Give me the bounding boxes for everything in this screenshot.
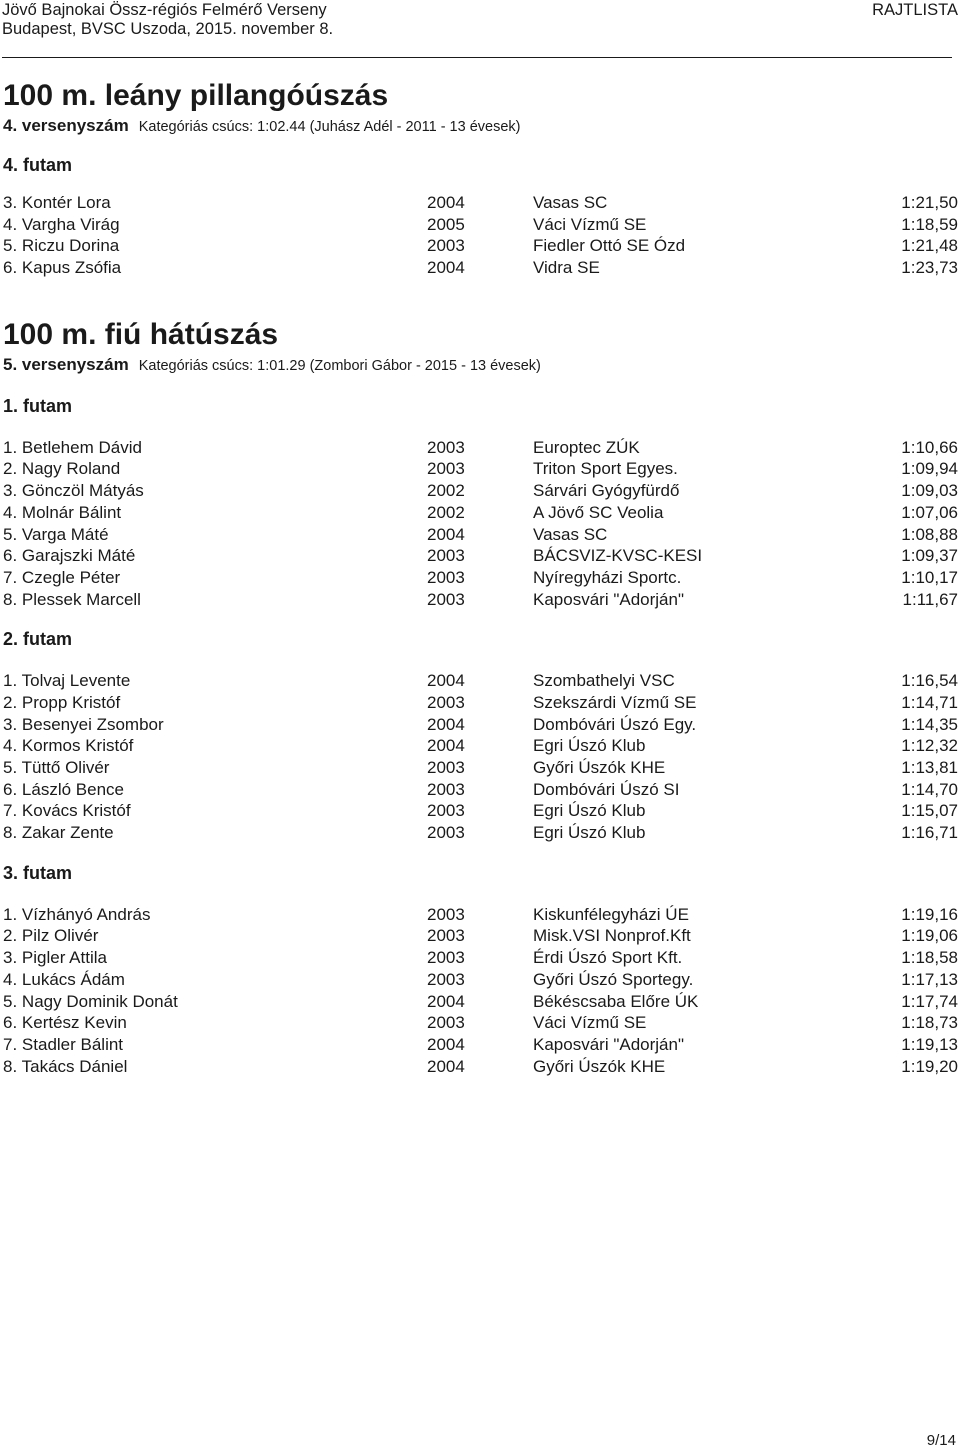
- club-name: Nyíregyházi Sportc.: [533, 567, 682, 587]
- club-name: Dombóvári Úszó SI: [533, 779, 680, 799]
- swimmer-cell: [3, 545, 135, 567]
- birth-year: 2003: [427, 546, 465, 566]
- entry-time: 1:10,66: [901, 437, 958, 457]
- lane-number: 5.: [3, 758, 18, 777]
- result-row: [3, 214, 958, 236]
- event-subtitle: [3, 114, 958, 138]
- birth-year: 2002: [427, 481, 465, 501]
- page-header: [2, 0, 958, 62]
- result-row: [3, 779, 958, 801]
- lane-number: 4.: [3, 736, 18, 756]
- swimmer-name: Tolvaj Levente: [21, 671, 131, 691]
- result-row: [3, 1056, 958, 1078]
- swimmer-cell: [3, 589, 141, 611]
- swimmer-name: Kapus Zsófia: [21, 258, 122, 278]
- swimmer-name: Czegle Péter: [21, 567, 121, 587]
- result-row: [3, 822, 958, 844]
- club-name: Sárvári Gyógyfürdő: [533, 481, 680, 501]
- swimmer-name: Riczu Dorina: [21, 236, 120, 256]
- category-record: Kategóriás csúcs: 1:01.29 (Zombori Gábor - 2015 - 13 évesek): [138, 357, 541, 374]
- birth-year: 2004: [427, 193, 465, 212]
- club-name: Győri Úszók KHE: [533, 758, 666, 777]
- club-name: Váci Vízmű SE: [533, 1013, 647, 1033]
- birth-year: 2005: [427, 214, 465, 234]
- birth-year: 2003: [427, 758, 465, 777]
- swimmer-name: Betlehem Dávid: [21, 437, 142, 457]
- club-name: Triton Sport Egyes.: [533, 459, 678, 479]
- entry-time: 1:09,03: [901, 481, 958, 501]
- birth-year: 2003: [427, 801, 465, 821]
- birth-year: 2003: [427, 904, 465, 924]
- heat-title: 3. futam: [3, 862, 73, 883]
- lane-number: 8.: [3, 823, 18, 843]
- swimmer-name: Nagy Dominik Donát: [21, 991, 178, 1011]
- result-row: [3, 991, 958, 1013]
- swimmer-cell: [3, 235, 119, 257]
- swimmer-cell: [3, 800, 131, 822]
- heat-list: [3, 192, 958, 279]
- swimmer-cell: [3, 192, 111, 214]
- swimmer-cell: [3, 480, 144, 502]
- birth-year: 2003: [427, 823, 465, 843]
- swimmer-name: Lukács Ádám: [21, 969, 125, 989]
- heat-title: 4. futam: [3, 155, 73, 175]
- club-name: Misk.VSI Nonprof.Kft: [533, 926, 691, 946]
- entry-time: 1:13,81: [901, 758, 958, 777]
- lane-number: 4.: [3, 502, 18, 522]
- club-name: Győri Úszó Sportegy.: [533, 969, 694, 989]
- lane-number: 1.: [3, 437, 18, 457]
- result-row: [3, 502, 958, 524]
- birth-year: 2004: [427, 524, 465, 544]
- club-name: Dombóvári Úszó Egy.: [533, 714, 697, 734]
- result-row: [3, 480, 958, 502]
- entry-time: 1:09,37: [901, 546, 958, 566]
- lane-number: 3.: [3, 948, 18, 968]
- document-type: RAJTLISTA: [872, 1, 958, 19]
- event-subtitle: [3, 353, 958, 377]
- entry-time: 1:23,73: [901, 258, 958, 278]
- club-name: Fiedler Ottó SE Ózd: [533, 236, 686, 256]
- club-name: Békéscsaba Előre ÚK: [533, 991, 699, 1011]
- club-name: Kaposvári "Adorján": [533, 589, 684, 609]
- lane-number: 3.: [3, 481, 18, 501]
- event-number: 5. versenyszám: [3, 354, 129, 374]
- lane-number: 3.: [3, 193, 18, 212]
- swimmer-cell: [3, 502, 121, 524]
- swimmer-cell: [3, 991, 178, 1013]
- swimmer-cell: [3, 947, 107, 969]
- lane-number: 2.: [3, 926, 18, 946]
- entry-time: 1:14,71: [901, 692, 958, 712]
- birth-year: 2003: [427, 926, 465, 946]
- swimmer-cell: [3, 925, 98, 947]
- swimmer-name: Nagy Roland: [21, 459, 121, 479]
- birth-year: 2003: [427, 1013, 465, 1033]
- club-name: Egri Úszó Klub: [533, 801, 646, 821]
- result-row: [3, 969, 958, 991]
- entry-time: 1:14,35: [901, 714, 958, 734]
- birth-year: 2003: [427, 459, 465, 479]
- swimmer-cell: [3, 735, 133, 757]
- event-title: 100 m. fiú hátúszás: [3, 317, 279, 351]
- swimmer-cell: [3, 524, 109, 546]
- swimmer-cell: [3, 1034, 123, 1056]
- birth-year: 2004: [427, 1056, 465, 1076]
- club-name: BÁCSVIZ-KVSC-KESI: [533, 546, 703, 566]
- heat-list: [3, 904, 958, 1078]
- birth-year: 2003: [427, 779, 465, 799]
- result-row: [3, 800, 958, 822]
- club-name: A Jövő SC Veolia: [533, 502, 664, 522]
- swimmer-name: Zakar Zente: [21, 823, 114, 843]
- birth-year: 2004: [427, 736, 465, 756]
- swimmer-cell: [3, 670, 130, 692]
- lane-number: 4.: [3, 214, 18, 234]
- club-name: Europtec ZÚK: [533, 437, 640, 457]
- result-row: [3, 714, 958, 736]
- swimmer-name: László Bence: [21, 779, 124, 799]
- entry-time: 1:15,07: [901, 801, 958, 821]
- lane-number: 6.: [3, 258, 18, 278]
- club-name: Vasas SC: [533, 193, 608, 212]
- swimmer-name: Vízhányó András: [21, 904, 151, 924]
- swimmer-name: Garajszki Máté: [21, 546, 136, 566]
- event-number: 4. versenyszám: [3, 116, 129, 135]
- lane-number: 2.: [3, 459, 18, 479]
- birth-year: 2002: [427, 502, 465, 522]
- lane-number: 6.: [3, 1013, 18, 1033]
- result-row: [3, 257, 958, 279]
- swimmer-cell: [3, 904, 150, 926]
- entry-time: 1:07,06: [901, 502, 958, 522]
- result-row: [3, 947, 958, 969]
- club-name: Vasas SC: [533, 524, 608, 544]
- result-row: [3, 925, 958, 947]
- entry-time: 1:19,16: [901, 904, 958, 924]
- swimmer-name: Plessek Marcell: [21, 589, 141, 609]
- result-row: [3, 670, 958, 692]
- lane-number: 8.: [3, 1056, 18, 1076]
- swimmer-cell: [3, 822, 114, 844]
- club-name: Egri Úszó Klub: [533, 736, 646, 756]
- result-row: [3, 235, 958, 257]
- heat-list: [3, 437, 958, 611]
- result-row: [3, 437, 958, 459]
- entry-time: 1:09,94: [901, 459, 958, 479]
- entry-time: 1:12,32: [901, 736, 958, 756]
- lane-number: 7.: [3, 801, 18, 821]
- club-name: Szekszárdi Vízmű SE: [533, 692, 697, 712]
- entry-time: 1:17,13: [901, 969, 958, 989]
- event-section: [3, 78, 958, 279]
- birth-year: 2004: [427, 714, 465, 734]
- lane-number: 7.: [3, 567, 18, 587]
- entry-time: 1:17,74: [901, 991, 958, 1011]
- entry-time: 1:19,13: [901, 1034, 958, 1054]
- birth-year: 2003: [427, 589, 465, 609]
- entry-time: 1:08,88: [901, 524, 958, 544]
- club-name: Váci Vízmű SE: [533, 214, 647, 234]
- birth-year: 2003: [427, 437, 465, 457]
- lane-number: 1.: [3, 671, 18, 691]
- birth-year: 2004: [427, 258, 465, 278]
- birth-year: 2004: [427, 671, 465, 691]
- entry-time: 1:19,06: [901, 926, 958, 946]
- result-row: [3, 545, 958, 567]
- heat-list: [3, 670, 958, 844]
- result-row: [3, 458, 958, 480]
- entry-time: 1:18,58: [901, 948, 958, 968]
- competition-venue: Budapest, BVSC Uszoda, 2015. november 8.: [2, 20, 334, 38]
- entry-time: 1:11,67: [902, 589, 958, 609]
- swimmer-name: Kertész Kevin: [21, 1013, 127, 1033]
- swimmer-cell: [3, 257, 121, 279]
- lane-number: 1.: [3, 904, 18, 924]
- club-name: Kiskunfélegyházi ÚE: [533, 904, 689, 924]
- club-name: Egri Úszó Klub: [533, 823, 646, 843]
- result-row: [3, 735, 958, 757]
- start-list: [3, 78, 958, 1077]
- lane-number: 5.: [3, 236, 18, 256]
- lane-number: 6.: [3, 779, 18, 799]
- entry-time: 1:16,71: [901, 823, 958, 843]
- swimmer-name: Kontér Lora: [21, 193, 111, 212]
- entry-time: 1:19,20: [901, 1056, 958, 1076]
- club-name: Érdi Úszó Sport Kft.: [533, 948, 683, 968]
- swimmer-cell: [3, 437, 142, 459]
- swimmer-name: Vargha Virág: [21, 214, 120, 234]
- swimmer-name: Besenyei Zsombor: [21, 714, 164, 734]
- lane-number: 4.: [3, 969, 18, 989]
- lane-number: 6.: [3, 546, 18, 566]
- swimmer-cell: [3, 779, 124, 801]
- lane-number: 7.: [3, 1034, 18, 1054]
- birth-year: 2003: [427, 969, 465, 989]
- swimmer-name: Kormos Kristóf: [21, 736, 134, 756]
- page-number: 9/14: [926, 1432, 956, 1449]
- event-title: 100 m. leány pillangóúszás: [3, 79, 389, 112]
- swimmer-cell: [3, 714, 164, 736]
- entry-time: 1:10,17: [901, 567, 958, 587]
- result-row: [3, 567, 958, 589]
- swimmer-cell: [3, 692, 120, 714]
- event-section: [3, 317, 958, 1078]
- swimmer-cell: [3, 214, 120, 236]
- swimmer-cell: [3, 757, 109, 779]
- swimmer-name: Varga Máté: [21, 524, 109, 544]
- birth-year: 2003: [427, 948, 465, 968]
- swimmer-cell: [3, 1012, 127, 1034]
- birth-year: 2004: [427, 1034, 465, 1054]
- result-row: [3, 757, 958, 779]
- category-record: Kategóriás csúcs: 1:02.44 (Juhász Adél - 2011 - 13 évesek): [138, 119, 521, 135]
- club-name: Szombathelyi VSC: [533, 671, 675, 691]
- entry-time: 1:21,48: [901, 236, 958, 256]
- entry-time: 1:21,50: [901, 193, 958, 212]
- result-row: [3, 904, 958, 926]
- result-row: [3, 524, 958, 546]
- club-name: Vidra SE: [533, 258, 600, 278]
- birth-year: 2004: [427, 991, 465, 1011]
- swimmer-name: Tüttő Olivér: [21, 758, 110, 777]
- swimmer-cell: [3, 567, 120, 589]
- birth-year: 2003: [427, 692, 465, 712]
- header-divider: [2, 57, 952, 58]
- club-name: Győri Úszók KHE: [533, 1056, 666, 1076]
- lane-number: 5.: [3, 524, 18, 544]
- entry-time: 1:18,59: [901, 214, 958, 234]
- swimmer-name: Pilz Olivér: [21, 926, 99, 946]
- heat-title: 1. futam: [3, 395, 73, 416]
- result-row: [3, 192, 958, 214]
- swimmer-name: Stadler Bálint: [21, 1034, 124, 1054]
- swimmer-name: Propp Kristóf: [21, 692, 121, 712]
- swimmer-name: Gönczöl Mátyás: [21, 481, 144, 501]
- competition-title: Jövő Bajnokai Össz-régiós Felmérő Verseny: [2, 1, 327, 19]
- result-row: [3, 1012, 958, 1034]
- entry-time: 1:14,70: [901, 779, 958, 799]
- lane-number: 5.: [3, 991, 18, 1011]
- swimmer-name: Molnár Bálint: [21, 502, 122, 522]
- swimmer-name: Takács Dániel: [21, 1056, 128, 1076]
- result-row: [3, 589, 958, 611]
- swimmer-cell: [3, 969, 125, 991]
- lane-number: 8.: [3, 589, 18, 609]
- entry-time: 1:16,54: [901, 671, 958, 691]
- lane-number: 2.: [3, 692, 18, 712]
- swimmer-cell: [3, 458, 120, 480]
- birth-year: 2003: [427, 236, 465, 256]
- swimmer-cell: [3, 1056, 127, 1078]
- swimmer-name: Pigler Attila: [21, 948, 107, 968]
- lane-number: 3.: [3, 714, 18, 734]
- heat-title: 2. futam: [3, 629, 73, 650]
- birth-year: 2003: [427, 567, 465, 587]
- result-row: [3, 692, 958, 714]
- entry-time: 1:18,73: [901, 1013, 958, 1033]
- swimmer-name: Kovács Kristóf: [21, 801, 131, 821]
- result-row: [3, 1034, 958, 1056]
- club-name: Kaposvári "Adorján": [533, 1034, 684, 1054]
